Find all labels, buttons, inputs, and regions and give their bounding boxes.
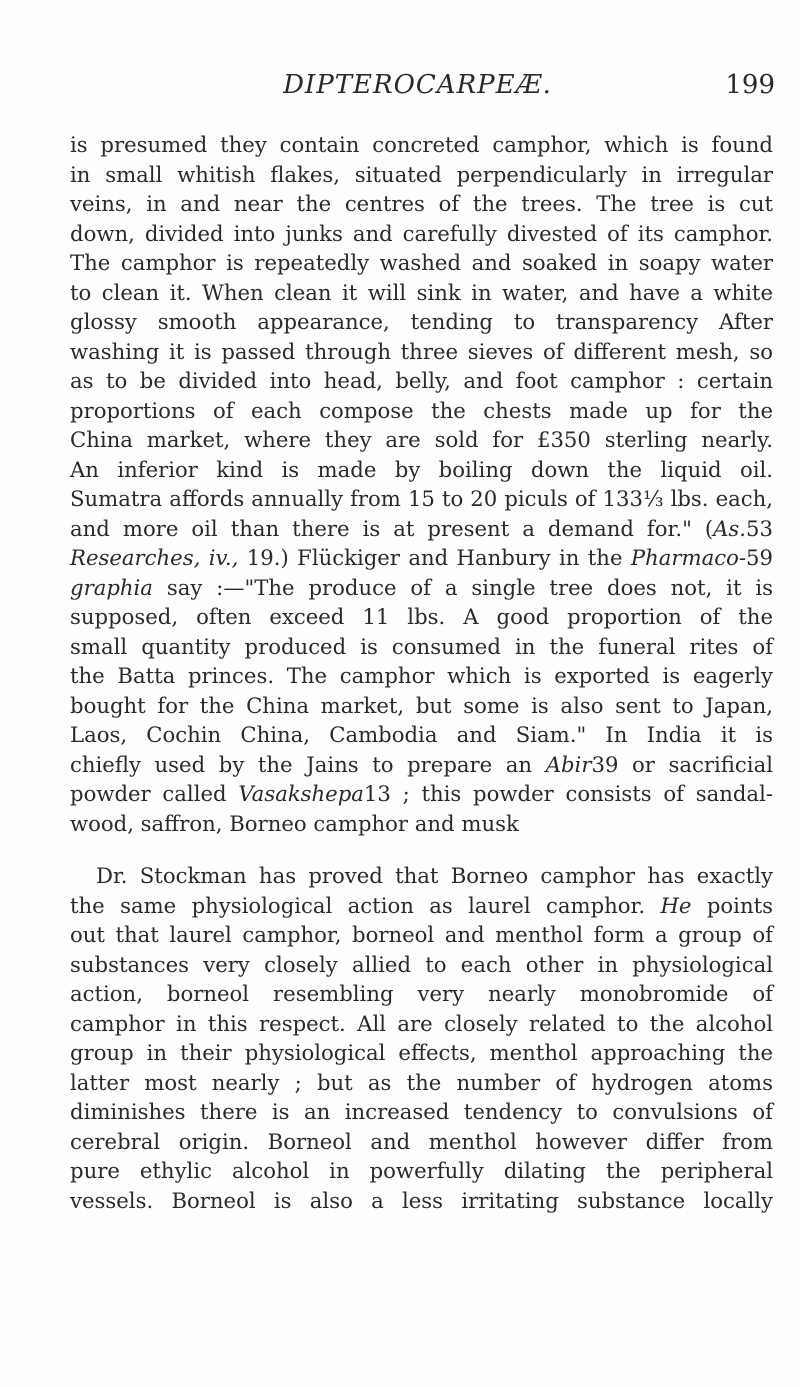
text-line: camphor in this respect. All are closely related to the alcohol: [70, 1010, 773, 1036]
text-line: out that laurel camphor, borneol and menthol form a group of: [70, 922, 773, 947]
text-line: An inferior kind is made by boiling down the liquid oil.: [70, 456, 773, 482]
text-line: supposed, often exceed 11 lbs. A good proportion of the: [70, 604, 773, 629]
paragraph-gap: [70, 838, 773, 861]
text-line: is presumed they contain concreted camphor, which is found: [70, 132, 773, 157]
text-line: to clean it. When clean it will sink in water, and have a white: [70, 279, 773, 305]
page-number: 199: [725, 70, 775, 100]
text-line: the same physiological action as laurel camphor. He points: [70, 892, 773, 918]
paragraph-stockman: [70, 861, 773, 1215]
text-line: graphia say :—"The produce of a single tree does not, it is: [70, 574, 773, 600]
text-line: and more oil than there is at present a demand for." (As.53: [70, 515, 773, 541]
text-line: veins, in and near the centres of the trees. The tree is cut: [70, 191, 773, 216]
text-line: washing it is passed through three sieves of different mesh, so: [70, 338, 773, 364]
text-line: in small whitish flakes, situated perpendicularly in irregular: [70, 161, 773, 187]
text-line: down, divided into junks and carefully divested of its camphor.: [70, 220, 773, 246]
text-line: Laos, Cochin China, Cambodia and Siam." In India it is: [70, 722, 773, 747]
text-line: Sumatra affords annually from 15 to 20 piculs of 133⅓ lbs. each,: [70, 486, 773, 511]
body-text: [70, 130, 773, 1215]
text-line: small quantity produced is consumed in the funeral rites of: [70, 633, 773, 659]
text-line: substances very closely allied to each other in physiological: [70, 951, 773, 977]
running-title: DIPTEROCARPEÆ.: [283, 70, 552, 100]
text-line: powder called Vasakshepa13 ; this powder consists of sandal-: [70, 781, 774, 806]
text-line: group in their physiological effects, menthol approaching the: [70, 1040, 773, 1065]
text-line: vessels. Borneol is also a less irritating substance locally: [70, 1187, 773, 1213]
text-line: chiefly used by the Jains to prepare an Abir39 or sacrificial: [70, 751, 773, 777]
text-line: glossy smooth appearance, tending to transparency After: [70, 309, 773, 334]
text-line: action, borneol resembling very nearly monobromide of: [70, 981, 773, 1006]
text-line: pure ethylic alcohol in powerfully dilating the peripheral: [70, 1158, 773, 1183]
text-line: the Batta princes. The camphor which is exported is eagerly: [70, 663, 773, 688]
text-line: diminishes there is an increased tendency to convulsions of: [70, 1099, 773, 1124]
text-line: as to be divided into head, belly, and foot camphor : certain: [70, 368, 773, 393]
text-line: The camphor is repeatedly washed and soaked in soapy water: [70, 250, 773, 275]
text-line: proportions of each compose the chests made up for the: [70, 397, 773, 423]
text-line: China market, where they are sold for £350 sterling nearly.: [70, 427, 773, 452]
text-line: latter most nearly ; but as the number of hydrogen atoms: [70, 1069, 773, 1095]
text-line: Dr. Stockman has proved that Borneo camphor has exactly: [96, 863, 773, 888]
text-line: bought for the China market, but some is also sent to Japan,: [70, 692, 773, 718]
paragraph-camphor-process: [70, 130, 773, 838]
text-line: Researches, iv., 19.) Flückiger and Hanbury in the Pharmaco-59: [70, 545, 773, 570]
text-line: cerebral origin. Borneol and menthol however differ from: [70, 1128, 773, 1154]
text-line: wood, saffron, Borneo camphor and musk: [70, 810, 519, 836]
running-head: [60, 70, 775, 110]
